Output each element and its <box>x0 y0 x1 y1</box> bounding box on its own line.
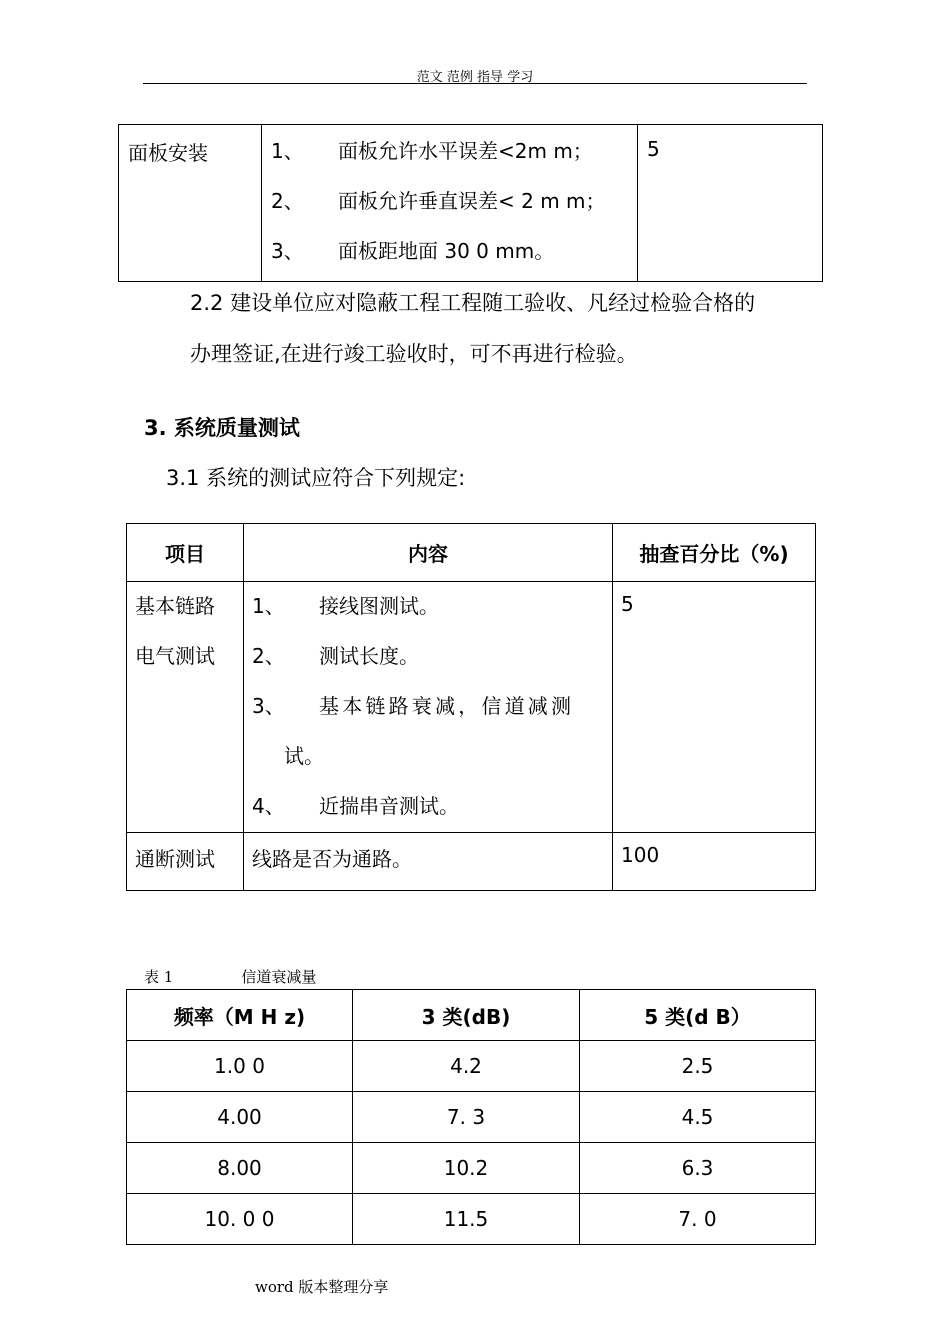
panel-content-cell <box>262 125 638 282</box>
table-caption <box>144 966 316 987</box>
list-item <box>252 692 612 742</box>
test-table <box>126 523 816 891</box>
list-item <box>271 137 637 187</box>
list-text: 测试长度。 <box>319 644 419 668</box>
panel-percent-cell: 5 <box>638 125 823 282</box>
panel-item-cell: 面板安装 <box>119 125 262 282</box>
header-rule <box>143 83 807 84</box>
item-line: 电气测试 <box>135 644 215 668</box>
list-number: 4、 <box>252 794 285 818</box>
list-item-continuation <box>252 742 612 792</box>
test-content-cell <box>244 582 613 833</box>
list-text: 接线图测试。 <box>319 594 439 618</box>
list-number: 2、 <box>252 644 285 668</box>
caption-title: 信道衰减量 <box>241 968 317 986</box>
column-header: 频率（M H z) <box>127 990 353 1041</box>
table-row <box>127 1041 816 1092</box>
table-row <box>119 125 823 282</box>
caption-label: 表 1 <box>144 968 174 986</box>
table-cell: 10. 0 0 <box>127 1194 353 1245</box>
table-row <box>127 582 816 833</box>
test-item-cell <box>127 582 244 833</box>
table-cell: 11.5 <box>353 1194 580 1245</box>
page-footer: word 版本整理分享 <box>255 1278 389 1296</box>
table-cell: 4.2 <box>353 1041 580 1092</box>
list-number: 1、 <box>271 139 304 163</box>
paragraph-2-2-line2: 办理签证,在进行竣工验收时，可不再进行检验。 <box>190 342 638 366</box>
table-cell: 8.00 <box>127 1143 353 1194</box>
test-percent-cell: 5 <box>613 582 816 833</box>
list-text: 面板允许垂直误差< 2 m m； <box>338 189 606 213</box>
table-cell: 7. 0 <box>580 1194 816 1245</box>
table-row <box>127 833 816 891</box>
section-heading: 3. 系统质量测试 <box>144 416 300 440</box>
test-percent-cell: 100 <box>613 833 816 891</box>
table-header-row <box>127 524 816 582</box>
list-text: 面板距地面 30 0 mm。 <box>338 239 555 263</box>
column-header: 项目 <box>127 524 244 582</box>
list-text: 近揣串音测试。 <box>319 794 459 818</box>
list-item <box>271 237 637 277</box>
column-header: 内容 <box>244 524 613 582</box>
table-cell: 6.3 <box>580 1143 816 1194</box>
table-row <box>127 1194 816 1245</box>
table-row <box>127 1092 816 1143</box>
list-item <box>252 642 612 692</box>
list-item <box>252 592 612 642</box>
list-number: 2、 <box>271 189 304 213</box>
test-content-cell: 线路是否为通路。 <box>244 833 613 891</box>
attenuation-table <box>126 989 816 1245</box>
table-cell: 10.2 <box>353 1143 580 1194</box>
column-header: 3 类(dB) <box>353 990 580 1041</box>
panel-install-table <box>118 124 823 282</box>
list-item <box>271 187 637 237</box>
list-text: 试。 <box>284 744 324 768</box>
table-cell: 4.5 <box>580 1092 816 1143</box>
page-header: 范文 范例 指导 学习 <box>416 70 534 85</box>
table-cell: 4.00 <box>127 1092 353 1143</box>
list-number: 1、 <box>252 594 285 618</box>
item-line: 基本链路 <box>135 594 215 618</box>
list-number: 3、 <box>271 239 304 263</box>
paragraph-2-2-line1: 2.2 建设单位应对隐蔽工程工程随工验收、凡经过检验合格的 <box>190 291 756 315</box>
column-header: 抽查百分比（%) <box>613 524 816 582</box>
table-cell: 1.0 0 <box>127 1041 353 1092</box>
list-item <box>252 792 612 832</box>
test-item-cell: 通断测试 <box>127 833 244 891</box>
column-header: 5 类(d B） <box>580 990 816 1041</box>
table-cell: 7. 3 <box>353 1092 580 1143</box>
table-header-row <box>127 990 816 1041</box>
list-text: 基本链路衰减，信道减测 <box>319 694 575 718</box>
list-number: 3、 <box>252 694 285 718</box>
table-cell: 2.5 <box>580 1041 816 1092</box>
subsection-text: 3.1 系统的测试应符合下列规定: <box>166 466 466 490</box>
list-text: 面板允许水平误差<2m m； <box>338 139 593 163</box>
table-row <box>127 1143 816 1194</box>
